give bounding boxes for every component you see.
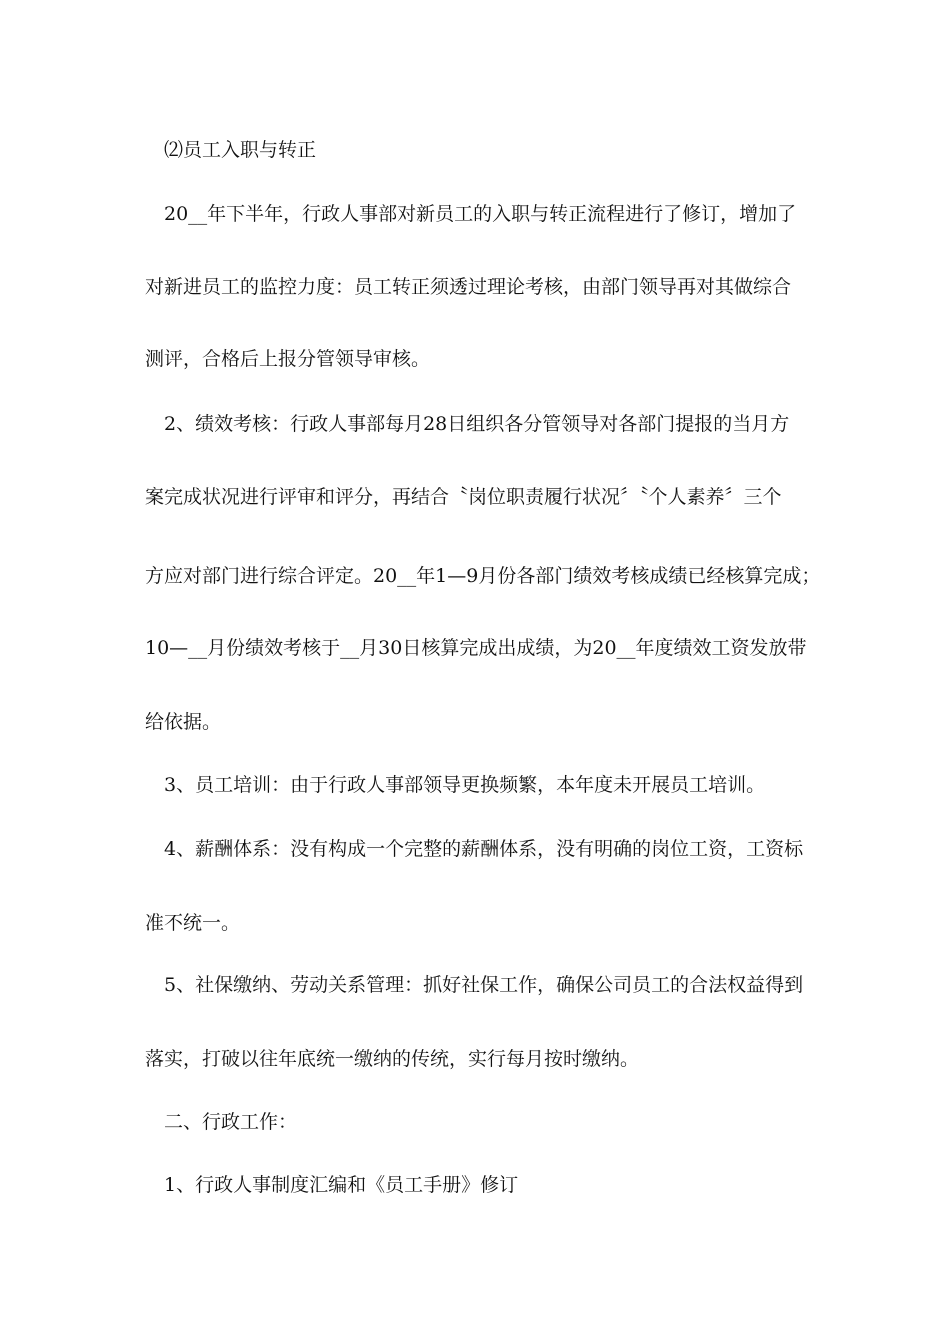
paragraph-line: 落实，打破以往年底统一缴纳的传统，实行每月按时缴纳。 [145, 1048, 640, 1070]
paragraph-line: 案完成状况进行评审和评分，再结合〝岗位职责履行状况〞〝个人素养〞三个 [145, 486, 782, 508]
paragraph-line-social-security: 5、社保缴纳、劳动关系管理：抓好社保工作，确保公司员工的合法权益得到 [164, 974, 804, 996]
paragraph-line-performance: 2、绩效考核：行政人事部每月28日组织各分管领导对各部门提报的当月方 [164, 413, 790, 435]
paragraph-line: 准不统一。 [145, 912, 241, 934]
paragraph-line: 给依据。 [145, 711, 222, 733]
paragraph-line: 10—__月份绩效考核于__月30日核算完成出成绩，为20__年度绩效工资发放带 [145, 637, 807, 659]
paragraph-line-training: 3、员工培训：由于行政人事部领导更换频繁，本年度未开展员工培训。 [164, 774, 766, 796]
paragraph-line: 对新进员工的监控力度：员工转正须透过理论考核，由部门领导再对其做综合 [145, 276, 792, 298]
paragraph-line: 20__年下半年，行政人事部对新员工的入职与转正流程进行了修订，增加了 [164, 203, 797, 225]
paragraph-line-compensation: 4、薪酬体系：没有构成一个完整的薪酬体系，没有明确的岗位工资，工资标 [164, 838, 804, 860]
subsection-heading-onboarding: ⑵员工入职与转正 [164, 139, 317, 161]
paragraph-line-regulations: 1、行政人事制度汇编和《员工手册》修订 [164, 1174, 519, 1196]
paragraph-line: 测评，合格后上报分管领导审核。 [145, 348, 431, 370]
section-heading-admin: 二、行政工作： [164, 1111, 298, 1133]
paragraph-line: 方应对部门进行综合评定。20__年1—9月份各部门绩效考核成绩已经核算完成； [145, 565, 821, 587]
